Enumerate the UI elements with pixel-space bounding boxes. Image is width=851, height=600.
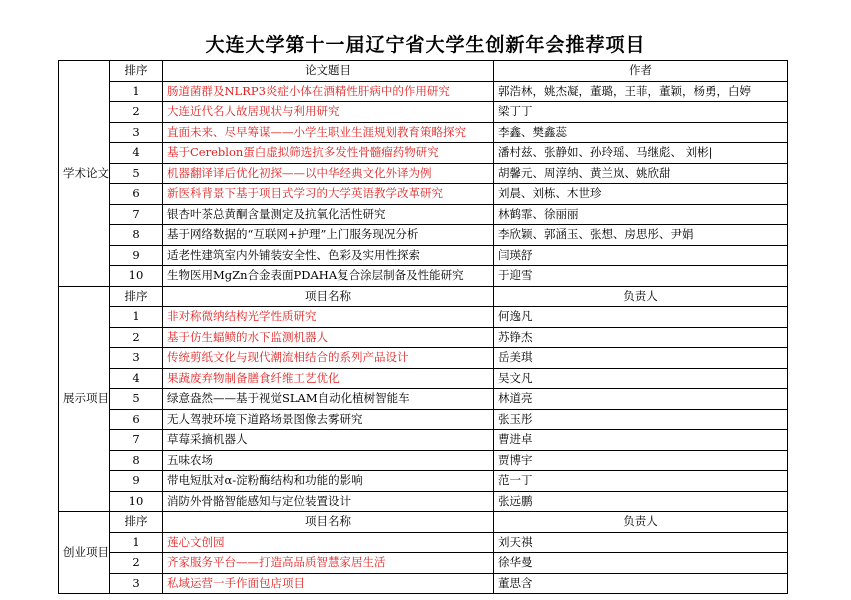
rank-cell: 9 — [110, 245, 163, 266]
section-header-row — [59, 61, 788, 82]
rank-cell: 1 — [110, 81, 163, 102]
table-row — [59, 225, 788, 246]
table-row — [59, 102, 788, 123]
project-table — [58, 60, 788, 594]
table-row — [59, 368, 788, 389]
table-row — [59, 491, 788, 512]
person-cell: 苏铮杰 — [494, 327, 788, 348]
header-title: 论文题目 — [163, 61, 494, 82]
table-row — [59, 327, 788, 348]
rank-cell: 4 — [110, 368, 163, 389]
project-name-cell: 齐家服务平台——打造高品质智慧家居生活 — [163, 553, 494, 574]
person-cell: 岳美琪 — [494, 348, 788, 369]
rank-cell: 1 — [110, 307, 163, 328]
table-row — [59, 348, 788, 369]
table-row — [59, 184, 788, 205]
table-row — [59, 204, 788, 225]
table-row — [59, 122, 788, 143]
person-cell: 范一丁 — [494, 471, 788, 492]
table-row — [59, 430, 788, 451]
category-cell: 创业项目 — [59, 512, 110, 594]
project-name-cell: 大连近代名人故居现状与利用研究 — [163, 102, 494, 123]
person-cell: 吴文凡 — [494, 368, 788, 389]
rank-cell: 2 — [110, 327, 163, 348]
project-name-cell: 莲心文创园 — [163, 532, 494, 553]
rank-cell: 1 — [110, 532, 163, 553]
table-row — [59, 553, 788, 574]
rank-cell: 5 — [110, 163, 163, 184]
page-title: 大连大学第十一届辽宁省大学生创新年会推荐项目 — [205, 34, 646, 56]
table-row — [59, 532, 788, 553]
section-header-row — [59, 286, 788, 307]
table-row — [59, 450, 788, 471]
person-cell: 贾博宇 — [494, 450, 788, 471]
rank-cell: 3 — [110, 573, 163, 594]
header-person: 负责人 — [494, 512, 788, 533]
rank-cell: 3 — [110, 122, 163, 143]
person-cell: 李鑫、樊鑫蕊 — [494, 122, 788, 143]
table-row — [59, 409, 788, 430]
header-title: 项目名称 — [163, 286, 494, 307]
table-row — [59, 245, 788, 266]
project-name-cell: 基于仿生蝠鲼的水下监测机器人 — [163, 327, 494, 348]
person-cell: 何逸凡 — [494, 307, 788, 328]
project-name-cell: 非对称微纳结构光学性质研究 — [163, 307, 494, 328]
person-cell: 梁丁丁 — [494, 102, 788, 123]
table-row — [59, 389, 788, 410]
header-title: 项目名称 — [163, 512, 494, 533]
rank-cell: 7 — [110, 430, 163, 451]
rank-cell: 10 — [110, 491, 163, 512]
person-cell: 曹进卓 — [494, 430, 788, 451]
header-rank: 排序 — [110, 61, 163, 82]
project-name-cell: 生物医用MgZn合金表面PDAHA复合涂层制备及性能研究 — [163, 266, 494, 287]
rank-cell: 8 — [110, 225, 163, 246]
person-cell: 潘村兹、张静如、孙玲瑶、马继彪、 刘彬| — [494, 143, 788, 164]
project-name-cell: 五味农场 — [163, 450, 494, 471]
header-person: 负责人 — [494, 286, 788, 307]
project-name-cell: 传统剪纸文化与现代潮流相结合的系列产品设计 — [163, 348, 494, 369]
project-name-cell: 草莓采摘机器人 — [163, 430, 494, 451]
person-cell: 徐华曼 — [494, 553, 788, 574]
rank-cell: 2 — [110, 102, 163, 123]
project-name-cell: 银杏叶茶总黄酮含量测定及抗氧化活性研究 — [163, 204, 494, 225]
rank-cell: 4 — [110, 143, 163, 164]
table-row — [59, 573, 788, 594]
rank-cell: 6 — [110, 184, 163, 205]
person-cell: 林鹤霏、徐丽丽 — [494, 204, 788, 225]
project-name-cell: 带电短肽对α-淀粉酶结构和功能的影响 — [163, 471, 494, 492]
person-cell: 郭浩林，姚杰凝，董璐，王菲，董颖，杨勇，白婷 — [494, 81, 788, 102]
person-cell: 于迎雪 — [494, 266, 788, 287]
rank-cell: 5 — [110, 389, 163, 410]
person-cell: 张玉彤 — [494, 409, 788, 430]
rank-cell: 2 — [110, 553, 163, 574]
rank-cell: 6 — [110, 409, 163, 430]
project-name-cell: 基于Cereblon蛋白虚拟筛选抗多发性骨髓瘤药物研究 — [163, 143, 494, 164]
person-cell: 闫瑛舒 — [494, 245, 788, 266]
section-header-row — [59, 512, 788, 533]
table-row — [59, 81, 788, 102]
project-name-cell: 果蔬废弃物制备膳食纤维工艺优化 — [163, 368, 494, 389]
table-row — [59, 143, 788, 164]
table-row — [59, 266, 788, 287]
rank-cell: 3 — [110, 348, 163, 369]
table-row — [59, 163, 788, 184]
person-cell: 董思含 — [494, 573, 788, 594]
project-name-cell: 新医科背景下基于项目式学习的大学英语教学改革研究 — [163, 184, 494, 205]
project-name-cell: 无人驾驶环境下道路场景图像去雾研究 — [163, 409, 494, 430]
person-cell: 刘晨、刘栋、木世珍 — [494, 184, 788, 205]
project-name-cell: 机器翻译译后优化初探——以中华经典文化外译为例 — [163, 163, 494, 184]
header-person: 作者 — [494, 61, 788, 82]
header-rank: 排序 — [110, 286, 163, 307]
rank-cell: 9 — [110, 471, 163, 492]
category-cell: 学术论文 — [59, 61, 110, 287]
table-row — [59, 307, 788, 328]
header-rank: 排序 — [110, 512, 163, 533]
person-cell: 李欣颖、郭涵玉、张想、房思彤、尹娟 — [494, 225, 788, 246]
person-cell: 张远鹏 — [494, 491, 788, 512]
project-name-cell: 适老性建筑室内外铺装安全性、色彩及实用性探索 — [163, 245, 494, 266]
table-row — [59, 471, 788, 492]
category-cell: 展示项目 — [59, 286, 110, 512]
rank-cell: 8 — [110, 450, 163, 471]
project-name-cell: 肠道菌群及NLRP3炎症小体在酒精性肝病中的作用研究 — [163, 81, 494, 102]
person-cell: 林道亮 — [494, 389, 788, 410]
person-cell: 胡馨元、周淳纳、黄兰岚、姚欣甜 — [494, 163, 788, 184]
project-name-cell: 基于网络数据的“互联网+护理”上门服务现况分析 — [163, 225, 494, 246]
rank-cell: 10 — [110, 266, 163, 287]
project-name-cell: 私域运营一手作面包店项目 — [163, 573, 494, 594]
project-name-cell: 绿意盎然——基于视觉SLAM自动化植树智能车 — [163, 389, 494, 410]
person-cell: 刘天祺 — [494, 532, 788, 553]
project-name-cell: 直面未来、尽早筹谋——小学生职业生涯规划教育策略探究 — [163, 122, 494, 143]
project-name-cell: 消防外骨骼智能感知与定位装置设计 — [163, 491, 494, 512]
rank-cell: 7 — [110, 204, 163, 225]
